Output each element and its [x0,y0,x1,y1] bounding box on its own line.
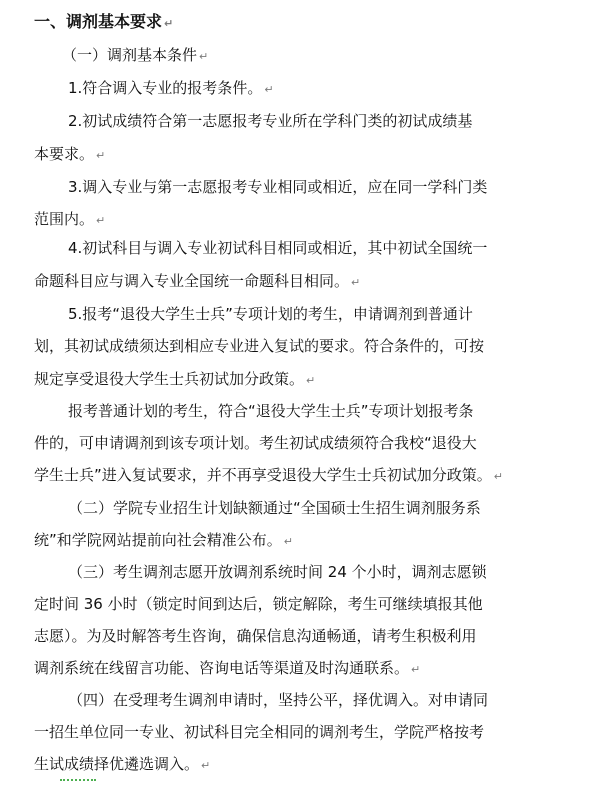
body-line: 5.报考“退役大学生士兵”专项计划的考生，申请调剂到普通计 [68,305,473,323]
paragraph-mark-icon: ↵ [283,535,293,548]
section-heading-text: 一、调剂基本要求 [34,12,163,31]
body-line: 学生士兵”进入复试要求，并不再享受退役大学生士兵初试加分政策。 ↵ [34,466,503,484]
body-line: 划，其初试成绩须达到相应专业进入复试的要求。符合条件的，可按 [34,337,485,355]
paragraph-mark-icon: ↵ [351,276,361,289]
body-line: （三）考生调剂志愿开放调剂系统时间 24 个小时，调剂志愿锁 [68,563,487,581]
body-line: 志愿）。为及时解答考生咨询，确保信息沟通畅通，请考生积极利用 [34,627,477,645]
paragraph-mark-icon: ↵ [264,83,274,96]
body-line: 4.初试科目与调入专业初试科目相同或相近，其中初试全国统一 [68,239,488,257]
paragraph-mark-icon: ↵ [493,470,503,483]
body-line: （四）在受理考生调剂申请时，坚持公平，择优调入。对申请同 [68,691,489,709]
section-heading [34,10,173,36]
body-line: 1.符合调入专业的报考条件。 ↵ [68,79,274,97]
subsection-title: （一）调剂基本条件 ↵ [62,46,209,64]
body-line: 调剂系统在线留言功能、咨询电话等渠道及时沟通联系。 ↵ [34,659,421,677]
paragraph-mark-icon: ↵ [306,374,316,387]
body-line: （二）学院专业招生计划缺额通过“全国硕士生招生调剂服务系 [68,499,481,517]
paragraph-mark-icon: ↵ [199,50,209,63]
body-line: 统”和学院网站提前向社会精准公布。 ↵ [34,531,293,549]
body-line: 本要求。 ↵ [34,145,106,163]
spellcheck-underline [60,775,96,781]
body-line: 2.初试成绩符合第一志愿报考专业所在学科门类的初试成绩基 [68,112,473,130]
body-line: 3.调入专业与第一志愿报考专业相同或相近，应在同一学科门类 [68,178,488,196]
body-line: 命题科目应与调入专业全国统一命题科目相同。 ↵ [34,272,361,290]
body-line: 件的，可申请调剂到该专项计划。考生初试成绩须符合我校“退役大 [34,434,477,452]
body-line: 报考普通计划的考生，符合“退役大学生士兵”专项计划报考条 [68,402,474,420]
paragraph-mark-icon: ↵ [96,214,106,227]
body-line: 生试成绩择优遴选调入。 ↵ [34,755,211,773]
body-line: 规定享受退役大学生士兵初试加分政策。 ↵ [34,370,316,388]
body-line: 一招生单位同一专业、初试科目完全相同的调剂考生，学院严格按考 [34,723,485,741]
body-line: 范围内。 ↵ [34,210,106,228]
paragraph-mark-icon: ↵ [164,17,174,30]
paragraph-mark-icon: ↵ [201,759,211,772]
paragraph-mark-icon: ↵ [96,149,106,162]
paragraph-mark-icon: ↵ [411,663,421,676]
body-line: 定时间 36 小时（锁定时间到达后，锁定解除，考生可继续填报其他 [34,595,483,613]
